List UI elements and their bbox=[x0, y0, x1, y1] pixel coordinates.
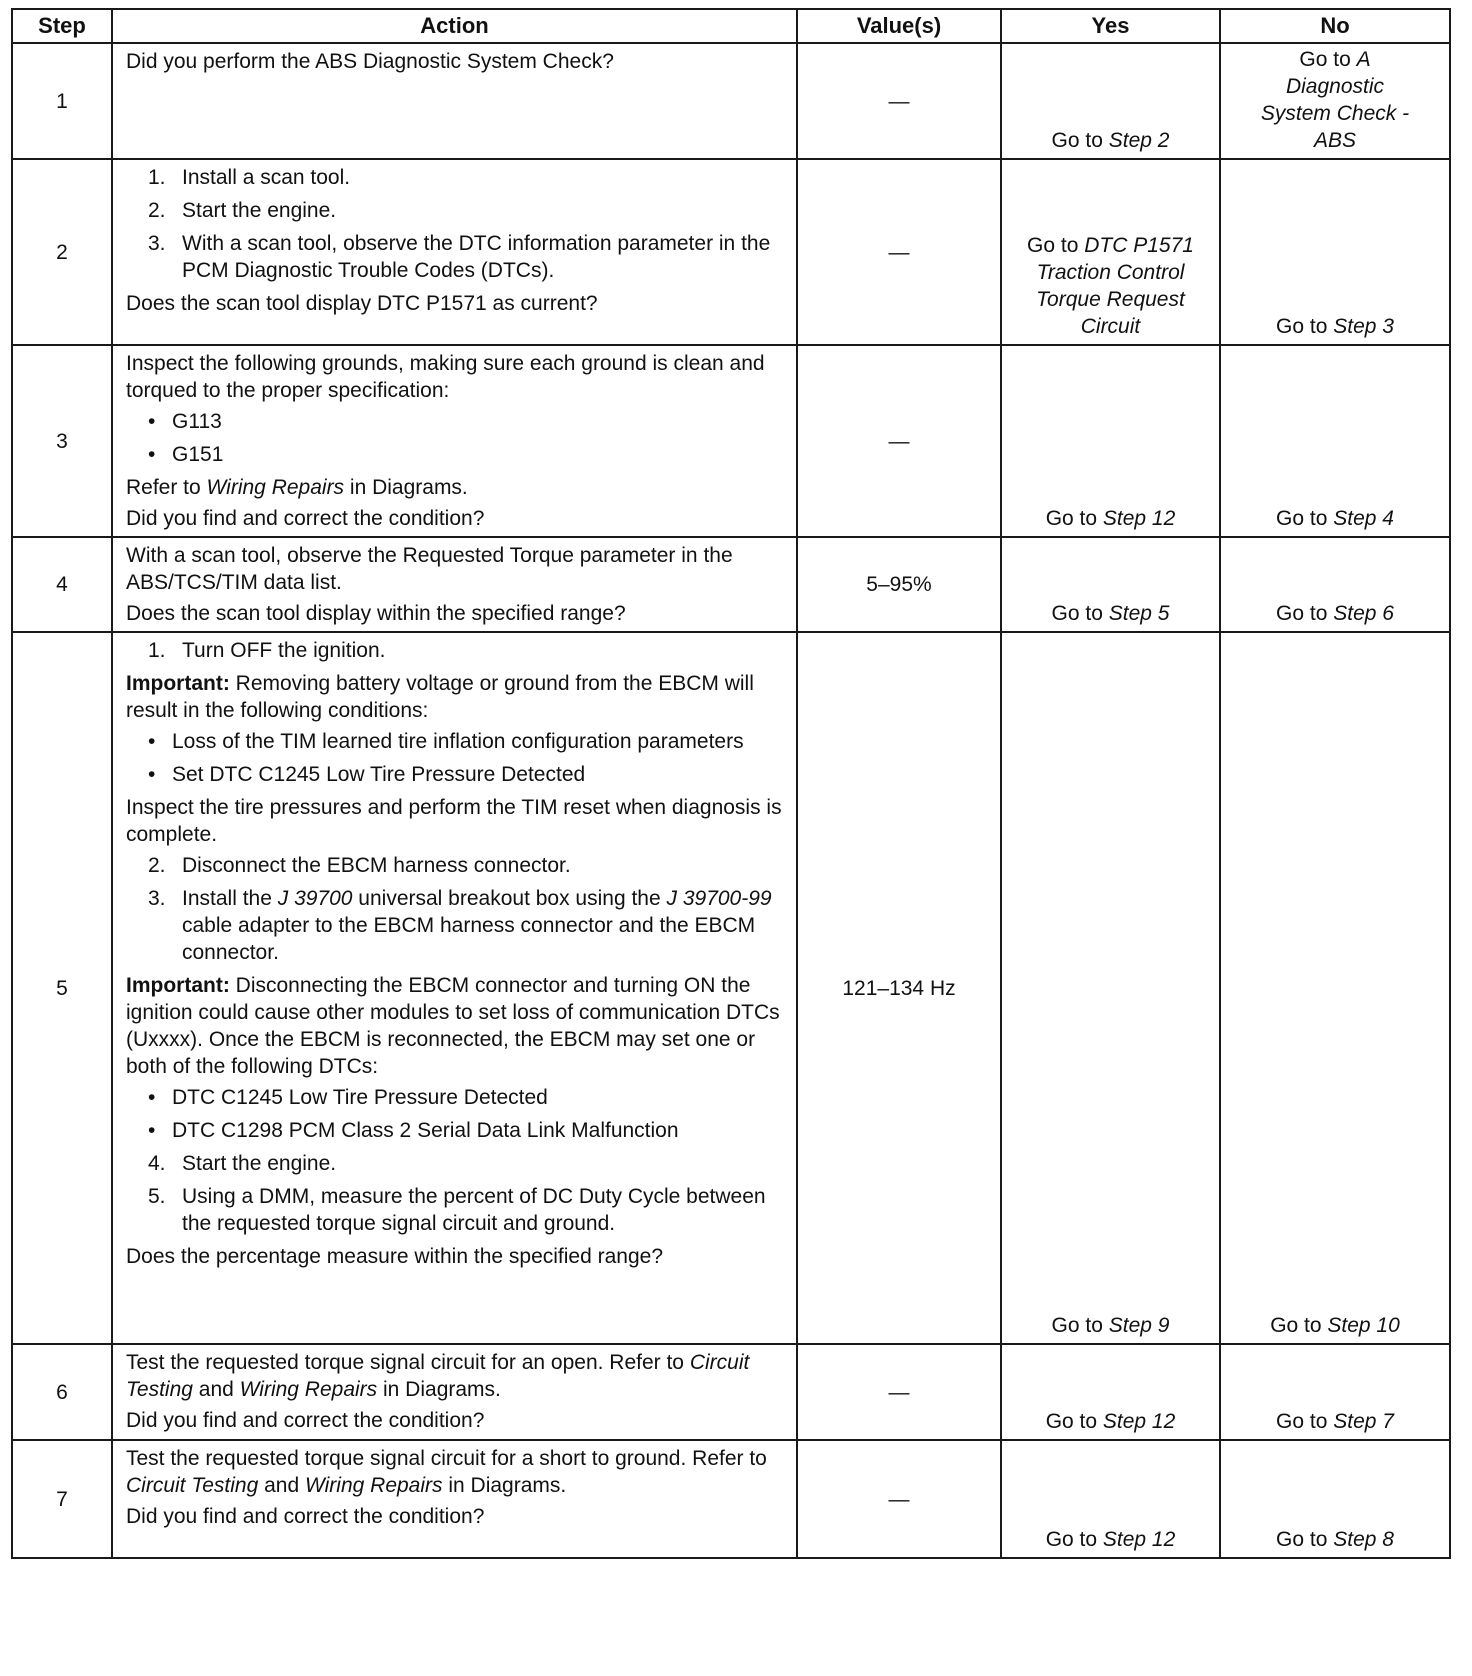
diagnostic-table bbox=[11, 8, 1451, 1559]
text-segment: Removing battery voltage or ground from the EBCM will result in the following conditions: bbox=[126, 672, 754, 722]
action-cell bbox=[112, 345, 797, 537]
action-paragraph bbox=[126, 48, 786, 75]
step-number: 4 bbox=[12, 537, 112, 632]
diagnostic-table-page bbox=[11, 8, 1449, 1559]
text-segment: With a scan tool, observe the Requested Torque parameter in the ABS/TCS/TIM data list. bbox=[126, 544, 733, 594]
step-number: 1 bbox=[12, 43, 112, 159]
step-text bbox=[182, 885, 786, 966]
table-body bbox=[12, 43, 1450, 1558]
italic-reference: Circuit Testing bbox=[126, 1474, 259, 1497]
numbered-step bbox=[148, 1183, 786, 1237]
text-segment: Go to bbox=[1045, 507, 1103, 530]
text-segment: Set DTC C1245 Low Tire Pressure Detected bbox=[172, 763, 586, 786]
italic-reference: Step 8 bbox=[1333, 1528, 1394, 1551]
text-segment: DTC C1298 PCM Class 2 Serial Data Link Malfunction bbox=[172, 1119, 679, 1142]
italic-reference: Step 9 bbox=[1108, 1314, 1170, 1337]
text-segment: Did you find and correct the condition? bbox=[126, 507, 485, 530]
step-index: 3. bbox=[148, 232, 166, 255]
bullet-text bbox=[172, 1084, 786, 1111]
italic-reference: Step 4 bbox=[1333, 507, 1394, 530]
bullet-item bbox=[148, 441, 786, 468]
step-text bbox=[182, 1183, 786, 1237]
yes-result bbox=[1001, 159, 1220, 345]
text-segment: Go to bbox=[1276, 602, 1334, 625]
text-segment: cable adapter to the EBCM harness connector and the EBCM connector. bbox=[182, 914, 756, 964]
table-row bbox=[12, 537, 1450, 632]
step-text bbox=[182, 637, 786, 664]
text-segment: in Diagrams. bbox=[442, 1474, 567, 1497]
step-number: 5 bbox=[12, 632, 112, 1344]
text-segment: Install a scan tool. bbox=[182, 166, 351, 189]
text-segment: Loss of the TIM learned tire inflation configuration parameters bbox=[172, 730, 744, 753]
bullet-text bbox=[172, 728, 786, 755]
action-paragraph bbox=[126, 350, 786, 404]
action-paragraph bbox=[126, 600, 786, 627]
text-segment: Go to bbox=[1045, 1410, 1103, 1433]
action-paragraph bbox=[126, 290, 786, 317]
text-segment: Does the scan tool display DTC P1571 as current? bbox=[126, 292, 598, 315]
step-index: 5. bbox=[148, 1185, 166, 1208]
text-segment: Test the requested torque signal circuit for a short to ground. Refer to bbox=[126, 1447, 767, 1470]
table-row bbox=[12, 159, 1450, 345]
text-segment: Did you find and correct the condition? bbox=[126, 1505, 485, 1528]
action-paragraph bbox=[126, 1349, 786, 1403]
yes-result bbox=[1001, 1440, 1220, 1558]
action-paragraph bbox=[126, 474, 786, 501]
text-segment: Disconnecting the EBCM connector and turning ON the ignition could cause other modules to set loss of communication DTCs (Uxxxx). Once the EBCM is reconnected, the EBCM may set one or both of the following DTCs: bbox=[126, 974, 780, 1078]
text-segment: Did you perform the ABS Diagnostic System Check? bbox=[126, 50, 614, 73]
numbered-step bbox=[148, 637, 786, 664]
bullet-text bbox=[172, 441, 786, 468]
action-paragraph bbox=[126, 1243, 786, 1270]
text-segment: Did you find and correct the condition? bbox=[126, 1409, 485, 1432]
yes-result bbox=[1001, 537, 1220, 632]
text-segment: G113 bbox=[172, 410, 222, 433]
action-paragraph bbox=[126, 505, 786, 532]
text-segment: Start the engine. bbox=[182, 1152, 337, 1175]
value-cell: — bbox=[797, 43, 1001, 159]
action-cell bbox=[112, 1440, 797, 1558]
bullet-icon: • bbox=[148, 1086, 156, 1109]
action-cell bbox=[112, 1344, 797, 1440]
numbered-step bbox=[148, 164, 786, 191]
yes-result bbox=[1001, 345, 1220, 537]
header-yes: Yes bbox=[1001, 9, 1220, 43]
action-paragraph bbox=[126, 972, 786, 1080]
italic-reference: Wiring Repairs bbox=[305, 1474, 443, 1497]
yes-result bbox=[1001, 632, 1220, 1344]
step-index: 1. bbox=[148, 166, 166, 189]
value-cell: 5–95% bbox=[797, 537, 1001, 632]
text-segment: Disconnect the EBCM harness connector. bbox=[182, 854, 571, 877]
text-segment: Test the requested torque signal circuit for an open. Refer to bbox=[126, 1351, 690, 1374]
bullet-text bbox=[172, 408, 786, 435]
step-index: 4. bbox=[148, 1152, 166, 1175]
important-label: Important: bbox=[126, 672, 230, 695]
bullet-text bbox=[172, 761, 786, 788]
important-label: Important: bbox=[126, 974, 230, 997]
bullet-icon: • bbox=[148, 1119, 156, 1142]
text-segment: Go to bbox=[1299, 48, 1357, 71]
step-number: 2 bbox=[12, 159, 112, 345]
numbered-step bbox=[148, 885, 786, 966]
text-segment: Go to bbox=[1045, 1528, 1103, 1551]
value-cell: — bbox=[797, 159, 1001, 345]
no-result bbox=[1220, 1344, 1450, 1440]
step-number: 6 bbox=[12, 1344, 112, 1440]
italic-reference: Step 12 bbox=[1102, 1528, 1176, 1551]
bullet-icon: • bbox=[148, 410, 156, 433]
step-text bbox=[182, 1150, 786, 1177]
bullet-icon: • bbox=[148, 443, 156, 466]
text-segment: Does the scan tool display within the specified range? bbox=[126, 602, 626, 625]
no-result bbox=[1220, 1440, 1450, 1558]
bullet-item bbox=[148, 408, 786, 435]
step-index: 3. bbox=[148, 887, 166, 910]
text-segment: Go to bbox=[1051, 129, 1109, 152]
action-cell bbox=[112, 43, 797, 159]
table-header-row bbox=[12, 9, 1450, 43]
italic-reference: Step 2 bbox=[1108, 129, 1170, 152]
table-row bbox=[12, 1440, 1450, 1558]
italic-reference: Wiring Repairs bbox=[206, 476, 345, 499]
bullet-item bbox=[148, 1117, 786, 1144]
step-text bbox=[182, 164, 786, 191]
bullet-item bbox=[148, 1084, 786, 1111]
text-segment: Go to bbox=[1276, 315, 1334, 338]
numbered-step bbox=[148, 852, 786, 879]
action-paragraph bbox=[126, 542, 786, 596]
value-cell: — bbox=[797, 1440, 1001, 1558]
italic-reference: Wiring Repairs bbox=[239, 1378, 378, 1401]
text-segment: Go to bbox=[1276, 1528, 1334, 1551]
step-index: 1. bbox=[148, 639, 166, 662]
text-segment: universal breakout box using the bbox=[352, 887, 667, 910]
table-row bbox=[12, 345, 1450, 537]
table-row bbox=[12, 1344, 1450, 1440]
action-paragraph bbox=[126, 1407, 786, 1434]
text-segment: Turn OFF the ignition. bbox=[182, 639, 386, 662]
no-result bbox=[1220, 43, 1450, 159]
action-paragraph bbox=[126, 1503, 786, 1530]
bullet-item bbox=[148, 761, 786, 788]
yes-result bbox=[1001, 1344, 1220, 1440]
text-segment: Does the percentage measure within the specified range? bbox=[126, 1245, 663, 1268]
text-segment: Inspect the following grounds, making sure each ground is clean and torqued to the proper specification: bbox=[126, 352, 765, 402]
value-cell: 121–134 Hz bbox=[797, 632, 1001, 1344]
no-result bbox=[1220, 345, 1450, 537]
no-result bbox=[1220, 537, 1450, 632]
numbered-step bbox=[148, 230, 786, 284]
step-index: 2. bbox=[148, 854, 166, 877]
action-paragraph bbox=[126, 1445, 786, 1499]
step-number: 7 bbox=[12, 1440, 112, 1558]
text-segment: Go to bbox=[1276, 1410, 1334, 1433]
action-paragraph bbox=[126, 794, 786, 848]
step-text bbox=[182, 230, 786, 284]
text-segment: and bbox=[258, 1474, 305, 1497]
bullet-text bbox=[172, 1117, 786, 1144]
italic-reference: Step 7 bbox=[1333, 1410, 1394, 1433]
text-segment: G151 bbox=[172, 443, 224, 466]
italic-reference: Step 12 bbox=[1102, 507, 1176, 530]
yes-result bbox=[1001, 43, 1220, 159]
italic-reference: J 39700 bbox=[277, 887, 353, 910]
bullet-icon: • bbox=[148, 763, 156, 786]
step-index: 2. bbox=[148, 199, 166, 222]
step-number: 3 bbox=[12, 345, 112, 537]
action-paragraph bbox=[126, 670, 786, 724]
table-row bbox=[12, 43, 1450, 159]
text-segment: Start the engine. bbox=[182, 199, 337, 222]
bullet-icon: • bbox=[148, 730, 156, 753]
no-result bbox=[1220, 632, 1450, 1344]
action-cell bbox=[112, 632, 797, 1344]
text-segment: Install the bbox=[182, 887, 278, 910]
numbered-step bbox=[148, 197, 786, 224]
italic-reference: Step 6 bbox=[1333, 602, 1394, 625]
step-text bbox=[182, 197, 786, 224]
italic-reference: DTC P1571 Traction Control Torque Request Circuit bbox=[1036, 234, 1194, 338]
header-action: Action bbox=[112, 9, 797, 43]
italic-reference: J 39700-99 bbox=[666, 887, 772, 910]
text-segment: Go to bbox=[1270, 1314, 1328, 1337]
italic-reference: Step 10 bbox=[1327, 1314, 1400, 1337]
header-no: No bbox=[1220, 9, 1450, 43]
step-text bbox=[182, 852, 786, 879]
text-segment: Go to bbox=[1051, 602, 1109, 625]
bullet-item bbox=[148, 728, 786, 755]
text-segment: Go to bbox=[1051, 1314, 1109, 1337]
value-cell: — bbox=[797, 1344, 1001, 1440]
text-segment: Go to bbox=[1276, 507, 1334, 530]
text-segment: Inspect the tire pressures and perform the TIM reset when diagnosis is complete. bbox=[126, 796, 782, 846]
italic-reference: Circuit Testing bbox=[126, 1351, 750, 1401]
numbered-step bbox=[148, 1150, 786, 1177]
text-segment: DTC C1245 Low Tire Pressure Detected bbox=[172, 1086, 548, 1109]
text-segment: Go to bbox=[1027, 234, 1085, 257]
text-segment: Refer to bbox=[126, 476, 207, 499]
header-step: Step bbox=[12, 9, 112, 43]
table-row bbox=[12, 632, 1450, 1344]
italic-reference: Step 12 bbox=[1102, 1410, 1176, 1433]
action-cell bbox=[112, 537, 797, 632]
text-segment: and bbox=[192, 1378, 240, 1401]
action-cell bbox=[112, 159, 797, 345]
text-segment: With a scan tool, observe the DTC information parameter in the PCM Diagnostic Trouble Codes (DTCs). bbox=[182, 232, 771, 282]
value-cell: — bbox=[797, 345, 1001, 537]
header-values: Value(s) bbox=[797, 9, 1001, 43]
italic-reference: A Diagnostic System Check - ABS bbox=[1260, 48, 1410, 152]
text-segment: Using a DMM, measure the percent of DC Duty Cycle between the requested torque signal circuit and ground. bbox=[182, 1185, 766, 1235]
italic-reference: Step 3 bbox=[1333, 315, 1394, 338]
text-segment: in Diagrams. bbox=[377, 1378, 501, 1401]
text-segment: in Diagrams. bbox=[344, 476, 468, 499]
italic-reference: Step 5 bbox=[1108, 602, 1170, 625]
no-result bbox=[1220, 159, 1450, 345]
